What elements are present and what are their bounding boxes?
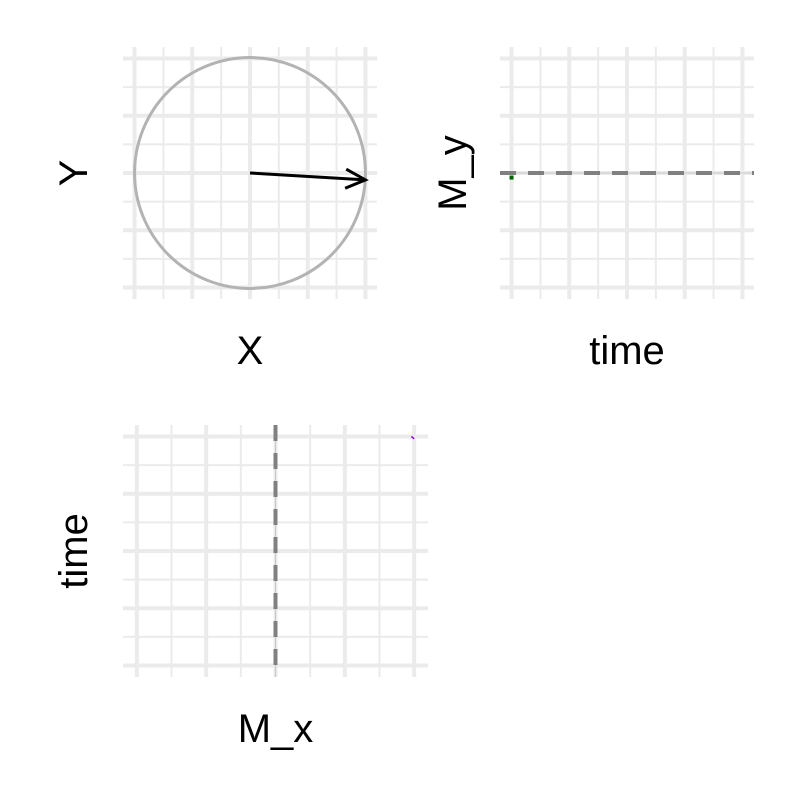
my-x-axis-title: time bbox=[589, 329, 665, 373]
my-y-axis-title: M_y bbox=[431, 135, 475, 211]
my-series bbox=[510, 176, 514, 180]
my-panel bbox=[431, 47, 754, 373]
xy-y-axis-title: Y bbox=[52, 159, 96, 187]
mx-panel bbox=[52, 425, 428, 751]
mx-x-axis-title: M_x bbox=[237, 707, 314, 751]
xy-panel bbox=[52, 47, 377, 373]
xy-x-axis-title: X bbox=[236, 329, 264, 373]
my-data-point bbox=[510, 176, 514, 180]
mx-y-axis-title: time bbox=[52, 513, 96, 589]
